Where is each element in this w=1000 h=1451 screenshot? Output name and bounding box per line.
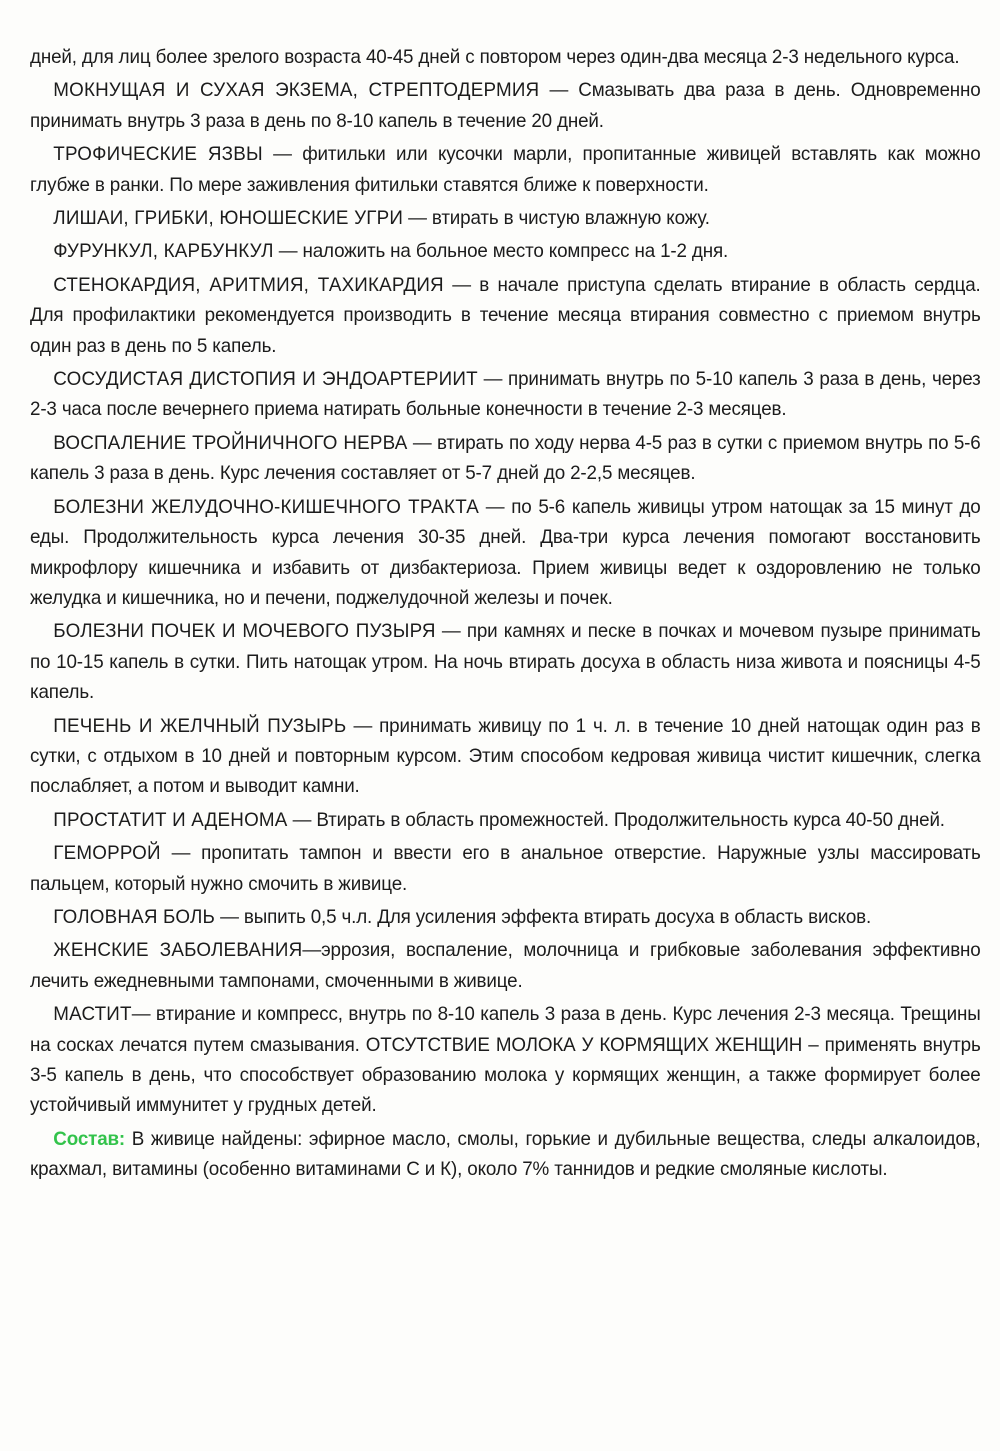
paragraph — [30, 236, 981, 266]
paragraph — [30, 428, 981, 489]
paragraph — [30, 42, 981, 72]
paragraph-text: — принимать внутрь по 5-10 капель 3 раза в день, через 2-3 часа после вечернего приема натирать больные конечности в течение 2-3 месяцев. — [30, 368, 981, 421]
paragraph-text: — пропитать тампон и ввести его в анальное отверстие. Наружные узлы массировать пальцем, который нужно смочить в живице. — [30, 842, 981, 895]
paragraph-text: — при камнях и песке в почках и мочевом пузыре принимать по 10-15 капель в сутки. Пить натощак утром. На ночь втирать досуха в область низа живота и поясницы 4-5 капель. — [30, 620, 981, 704]
paragraph-term: ЖЕНСКИЕ ЗАБОЛЕВАНИЯ — [53, 939, 303, 962]
paragraph-text: — Втирать в область промежностей. Продолжительность курса 40-50 дней. — [287, 808, 945, 831]
paragraph — [30, 203, 981, 233]
paragraph-text: — в начале приступа сделать втирание в область сердца. Для профилактики рекомендуется производить в течение месяца втирания совместно с приемом внутрь один раз в день по 5 капель. — [30, 273, 981, 357]
paragraph — [30, 270, 981, 361]
paragraph-term: ВОСПАЛЕНИЕ ТРОЙНИЧНОГО НЕРВА — [53, 431, 408, 454]
text-body — [30, 42, 981, 1121]
paragraph — [30, 935, 981, 996]
paragraph-text: — втирать в чистую влажную кожу. — [403, 207, 710, 230]
paragraph — [30, 139, 981, 200]
composition-paragraph — [30, 1124, 981, 1185]
paragraph — [30, 492, 981, 614]
paragraph — [30, 999, 981, 1121]
paragraph-text: — Смазывать два раза в день. Одновременно принимать внутрь 3 раза в день по 8-10 капель в течение 20 дней. — [30, 79, 981, 132]
composition-text: В живице найдены: эфирное масло, смолы, горькие и дубильные вещества, следы алкалоидов, крахмал, витамины (особенно витаминами С и К), около 7% таннидов и редкие смоляные кислоты. — [30, 1127, 981, 1181]
paragraph-text: — наложить на больное место компресс на 1-2 дня. — [273, 240, 729, 263]
paragraph-term: ГОЛОВНАЯ БОЛЬ — [53, 905, 216, 928]
paragraph-term: БОЛЕЗНИ ПОЧЕК И МОЧЕВОГО ПУЗЫРЯ — [53, 620, 436, 643]
paragraph-term: ТРОФИЧЕСКИЕ ЯЗВЫ — [53, 143, 263, 166]
paragraph — [30, 616, 981, 707]
paragraph-term: СТЕНОКАРДИЯ, АРИТМИЯ, ТАХИКАРДИЯ — [53, 273, 444, 296]
composition-label: Состав: — [53, 1127, 126, 1150]
paragraph-term: СОСУДИСТАЯ ДИСТОПИЯ И ЭНДОАРТЕРИИТ — [53, 368, 478, 391]
paragraph — [30, 364, 981, 425]
paragraph-text: —эррозия, воспаление, молочница и грибковые заболевания эффективно лечить ежедневными тампонами, смоченными в живице. — [30, 939, 981, 992]
paragraph-term: ЛИШАИ, ГРИБКИ, ЮНОШЕСКИЕ УГРИ — [53, 207, 404, 230]
paragraph — [30, 711, 981, 802]
paragraph-text: — принимать живицу по 1 ч. л. в течение 10 дней натощак один раз в сутки, с отдыхом в 10 дней и повторным курсом. Этим способом кедровая живица чистит кишечник, слегка послабляет, а потом и выводит камни. — [30, 714, 981, 798]
paragraph — [30, 838, 981, 899]
paragraph — [30, 75, 981, 136]
paragraph-term: ПЕЧЕНЬ И ЖЕЛЧНЫЙ ПУЗЫРЬ — [53, 714, 347, 737]
paragraph — [30, 805, 981, 835]
paragraph-term: МОКНУЩАЯ И СУХАЯ ЭКЗЕМА, СТРЕПТОДЕРМИЯ — [53, 79, 540, 102]
paragraph-text: — втирание и компресс, внутрь по 8-10 капель 3 раза в день. Курс лечения 2-3 месяца. Трещины на сосках лечатся путем смазывания. ОТСУТСТВИЕ МОЛОКА У КОРМЯЩИХ ЖЕНЩИН – применять внутрь 3-5 капель в день, что способствует образованию молока у кормящих женщин, а также формирует более устойчивый иммунитет у грудных детей. — [30, 1003, 981, 1117]
paragraph-term: МАСТИТ — [53, 1003, 132, 1026]
paragraph — [30, 902, 981, 932]
paragraph-text: — по 5-6 капель живицы утром натощак за 15 минут до еды. Продолжительность курса лечения 30-35 дней. Два-три курса лечения помогают восстановить микрофлору кишечника и избавить от дизбактериоза. Прием живицы ведет к оздоровлению не только желудка и кишечника, но и печени, поджелудочной железы и почек. — [30, 495, 981, 609]
paragraph-text: — втирать по ходу нерва 4-5 раз в сутки с приемом внутрь по 5-6 капель 3 раза в день. Курс лечения составляет от 5-7 дней до 2-2,5 месяцев. — [30, 431, 981, 485]
paragraph-text: — фитильки или кусочки марли, пропитанные живицей вставлять как можно глубже в ранки. По мере заживления фитильки ставятся ближе к поверхности. — [30, 143, 981, 196]
paragraph-term: ПРОСТАТИТ И АДЕНОМА — [53, 808, 288, 831]
paragraph-term: ГЕМОРРОЙ — [53, 842, 161, 865]
paragraph-text: дней, для лиц более зрелого возраста 40-45 дней с повтором через один-два месяца 2-3 недельного курса. — [30, 46, 960, 68]
paragraph-text: — выпить 0,5 ч.л. Для усиления эффекта втирать досуха в область висков. — [215, 905, 872, 928]
paragraph-term: ФУРУНКУЛ, КАРБУНКУЛ — [53, 240, 274, 263]
paragraph-term: БОЛЕЗНИ ЖЕЛУДОЧНО-КИШЕЧНОГО ТРАКТА — [53, 495, 479, 518]
